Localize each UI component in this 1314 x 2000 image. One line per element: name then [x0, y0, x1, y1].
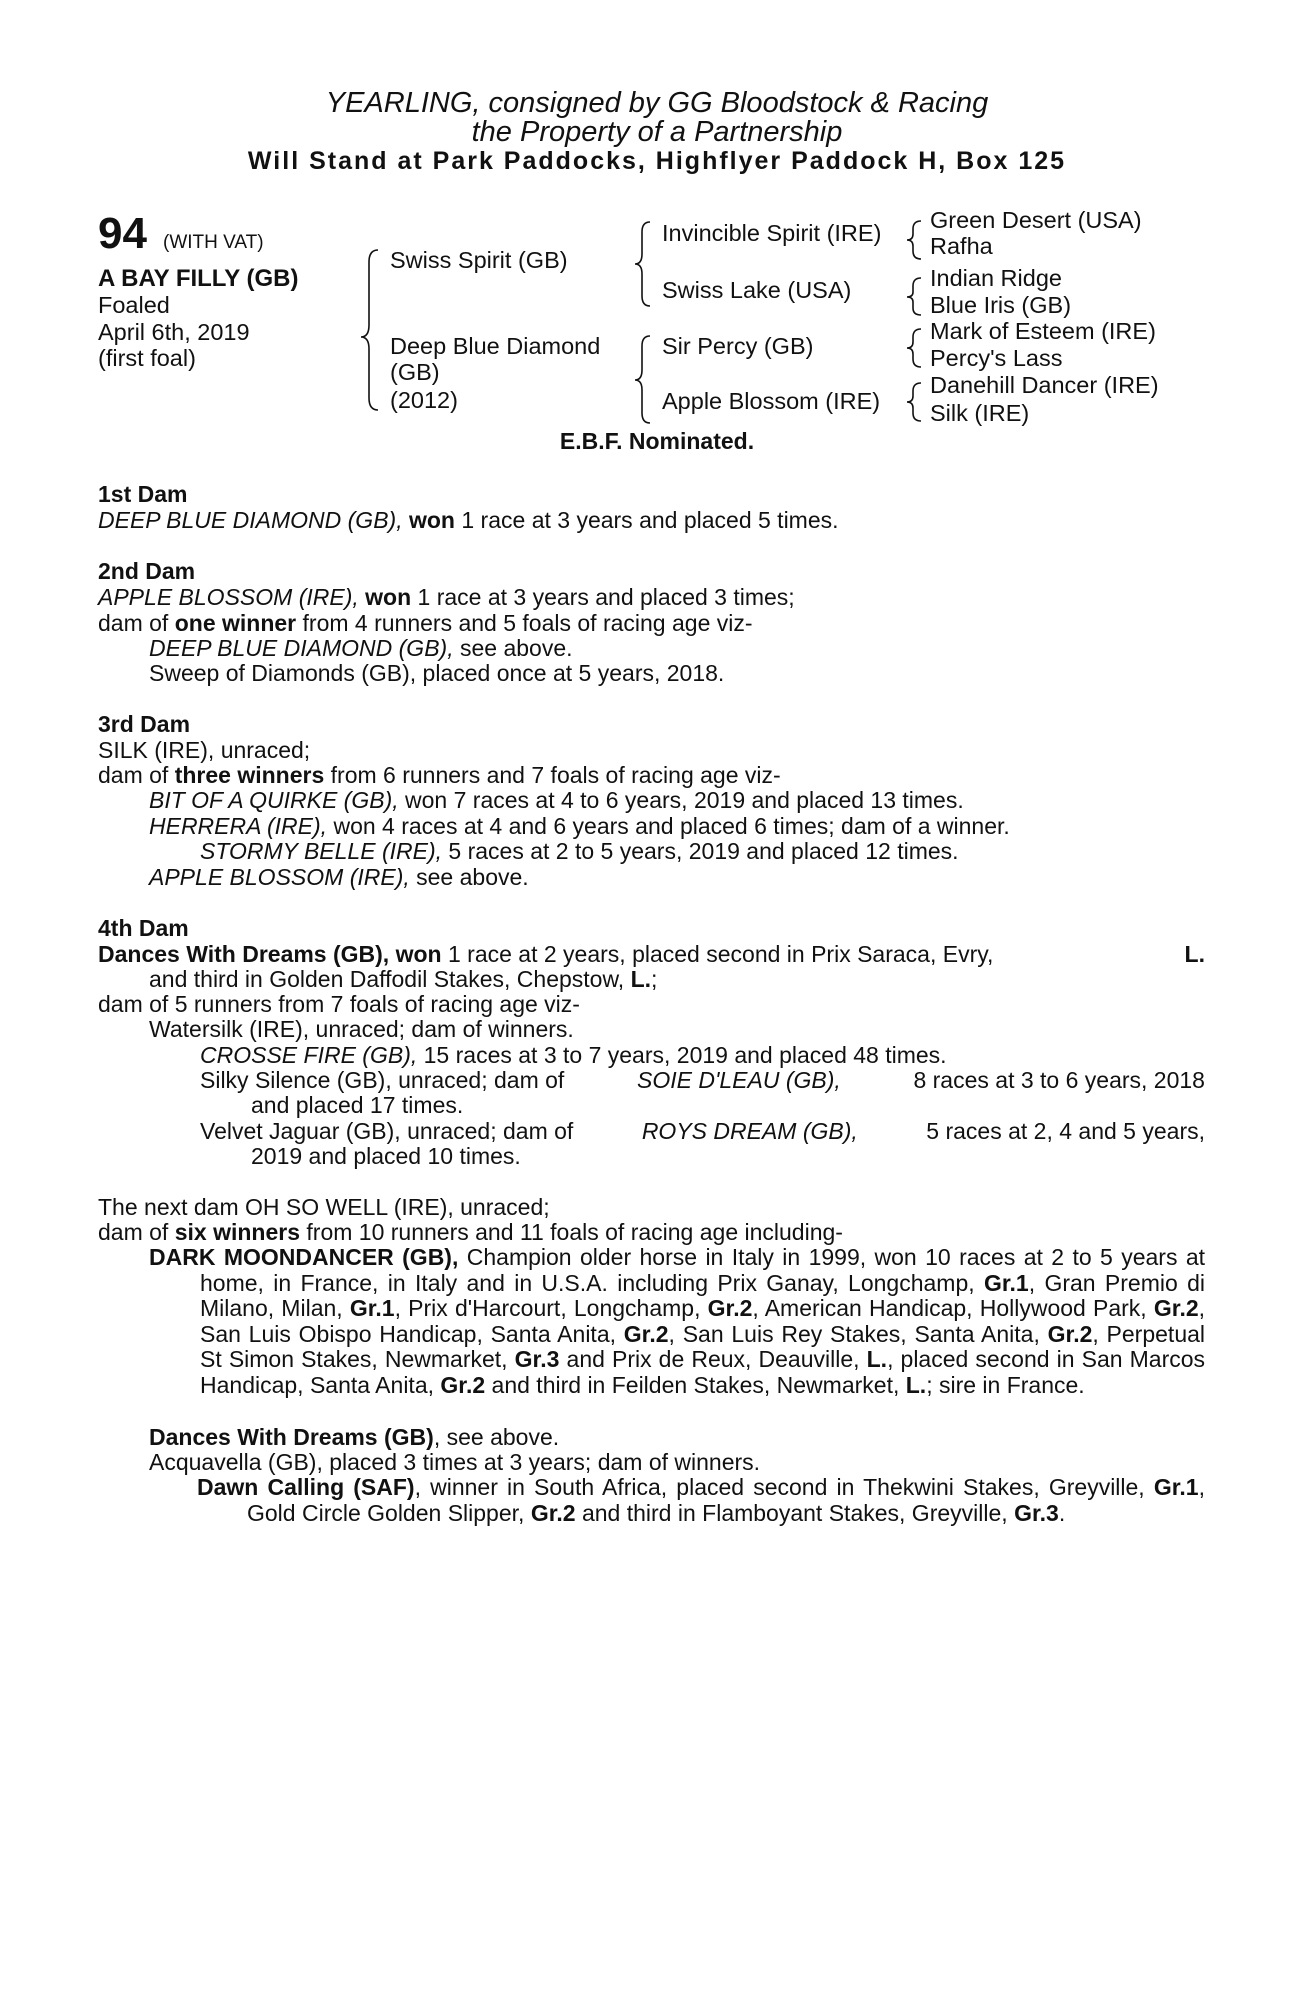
first-foal-note: (first foal): [98, 345, 196, 371]
gen3-name: Silk (IRE): [930, 400, 1030, 426]
produce-entry: Acquavella (GB), placed 3 times at 3 years; dam of winners.: [149, 1449, 761, 1475]
sire-name: Swiss Spirit (GB): [390, 247, 568, 273]
gen3-name: Percy's Lass: [930, 345, 1063, 371]
first-dam-line: DEEP BLUE DIAMOND (GB), won 1 race at 3 years and placed 5 times.: [98, 507, 839, 533]
won-label: won: [365, 584, 412, 610]
produce-entry-dawn-calling: Dawn Calling (SAF), winner in South Africa, placed second in Thekwini Stakes, Greyville, Gr.1, Gold Circle Golden Slipper, Gr.2 and third in Flamboyant Stakes, Greyville, Gr.3.: [197, 1474, 1205, 1526]
header-consignor: YEARLING, consigned by GG Bloodstock & Racing: [325, 87, 989, 119]
lot-number: 94: [98, 209, 147, 258]
ebf-nomination: E.B.F. Nominated.: [559, 428, 755, 454]
sire-dam-name: Swiss Lake (USA): [662, 277, 852, 303]
second-dam-produce: dam of one winner from 4 runners and 5 foals of racing age viz-: [98, 610, 753, 636]
produce-entry: BIT OF A QUIRKE (GB), won 7 races at 4 to 6 years, 2019 and placed 13 times.: [149, 787, 964, 813]
produce-entry: CROSSE FIRE (GB), 15 races at 3 to 7 years, 2019 and placed 48 times.: [200, 1042, 947, 1068]
fourth-dam-produce: dam of 5 runners from 7 foals of racing age viz-: [98, 991, 580, 1017]
horse-name: A BAY FILLY (GB): [98, 265, 299, 292]
header-property: the Property of a Partnership: [471, 116, 843, 148]
gen3-name: Rafha: [930, 233, 993, 259]
first-dam-heading: 1st Dam: [98, 481, 188, 507]
produce-entry: Dances With Dreams (GB), see above.: [149, 1424, 560, 1450]
third-dam-line: SILK (IRE), unraced;: [98, 737, 311, 763]
produce-entry: HERRERA (IRE), won 4 races at 4 and 6 years and placed 6 times; dam of a winner.: [149, 813, 1010, 839]
dam-name-line2: (GB): [390, 359, 440, 385]
produce-entry-cont: 2019 and placed 10 times.: [251, 1143, 521, 1169]
horse-name: DEEP BLUE DIAMOND (GB),: [98, 507, 403, 533]
produce-entry-cont: and placed 17 times.: [251, 1092, 464, 1118]
dam-foaling-year: (2012): [390, 387, 458, 413]
produce-entry: DEEP BLUE DIAMOND (GB), see above.: [149, 635, 573, 661]
fourth-dam-line-cont: and third in Golden Daffodil Stakes, Chepstow, L.;: [149, 966, 658, 992]
third-dam-heading: 3rd Dam: [98, 711, 191, 737]
dam-dam-name: Apple Blossom (IRE): [662, 388, 881, 414]
produce-entry-dark-moondancer: DARK MOONDANCER (GB), Champion older horse in Italy in 1999, won 10 races at 2 to 5 years at home, in France, in Italy and in U.S.A. including Prix Ganay, Longchamp, Gr.1, Gran Premio di Milano, Milan, Gr.1, Prix d'Harcourt, Longchamp, Gr.2, American Handicap, Hollywood Park, Gr.2, San Luis Obispo Handicap, Santa Anita, Gr.2, San Luis Rey Stakes, Santa Anita, Gr.2, Perpetual St Simon Stakes, Newmarket, Gr.3 and Prix de Reux, Deauville, L., placed second in San Marcos Handicap, Santa Anita, Gr.2 and third in Feilden Stakes, Newmarket, L.; sire in France.: [149, 1244, 1206, 1398]
gen3-name: Green Desert (USA): [930, 207, 1142, 233]
produce-entry: APPLE BLOSSOM (IRE), see above.: [149, 864, 529, 890]
produce-entry: Velvet Jaguar (GB), unraced; dam of ROYS DREAM (GB), 5 races at 2, 4 and 5 years,: [200, 1118, 1205, 1144]
foaling-date: April 6th, 2019: [98, 319, 250, 345]
next-dam-produce: dam of six winners from 10 runners and 11 foals of racing age including-: [98, 1219, 843, 1245]
fourth-dam-heading: 4th Dam: [98, 915, 189, 941]
horse-name: APPLE BLOSSOM (IRE),: [98, 584, 359, 610]
produce-entry: Silky Silence (GB), unraced; dam of SOIE D'LEAU (GB), 8 races at 3 to 6 years, 2018: [200, 1067, 1205, 1093]
produce-entry: Watersilk (IRE), unraced; dam of winners.: [149, 1016, 574, 1042]
gen3-name: Mark of Esteem (IRE): [930, 318, 1156, 344]
vat-note: (WITH VAT): [163, 232, 264, 253]
dam-name-line1: Deep Blue Diamond: [390, 333, 601, 359]
gen3-name: Danehill Dancer (IRE): [930, 372, 1159, 398]
gen3-name: Blue Iris (GB): [930, 292, 1072, 318]
foaled-label: Foaled: [98, 292, 170, 318]
won-label: won: [408, 507, 455, 533]
gen3-name: Indian Ridge: [930, 265, 1062, 291]
produce-entry: Sweep of Diamonds (GB), placed once at 5 years, 2018.: [149, 660, 725, 686]
sire-sire-name: Invincible Spirit (IRE): [662, 220, 882, 246]
dam-sire-name: Sir Percy (GB): [662, 333, 814, 359]
fourth-dam-line: Dances With Dreams (GB), won 1 race at 2 years, placed second in Prix Saraca, Evry, L.: [98, 941, 1205, 967]
second-dam-heading: 2nd Dam: [98, 558, 196, 584]
produce-entry: STORMY BELLE (IRE), 5 races at 2 to 5 years, 2019 and placed 12 times.: [200, 838, 959, 864]
next-dam-line: The next dam OH SO WELL (IRE), unraced;: [98, 1194, 550, 1220]
second-dam-line: APPLE BLOSSOM (IRE), won 1 race at 3 years and placed 3 times;: [98, 584, 795, 610]
third-dam-produce: dam of three winners from 6 runners and 7 foals of racing age viz-: [98, 762, 781, 788]
header-location: Will Stand at Park Paddocks, Highflyer Paddock H, Box 125: [247, 147, 1067, 175]
